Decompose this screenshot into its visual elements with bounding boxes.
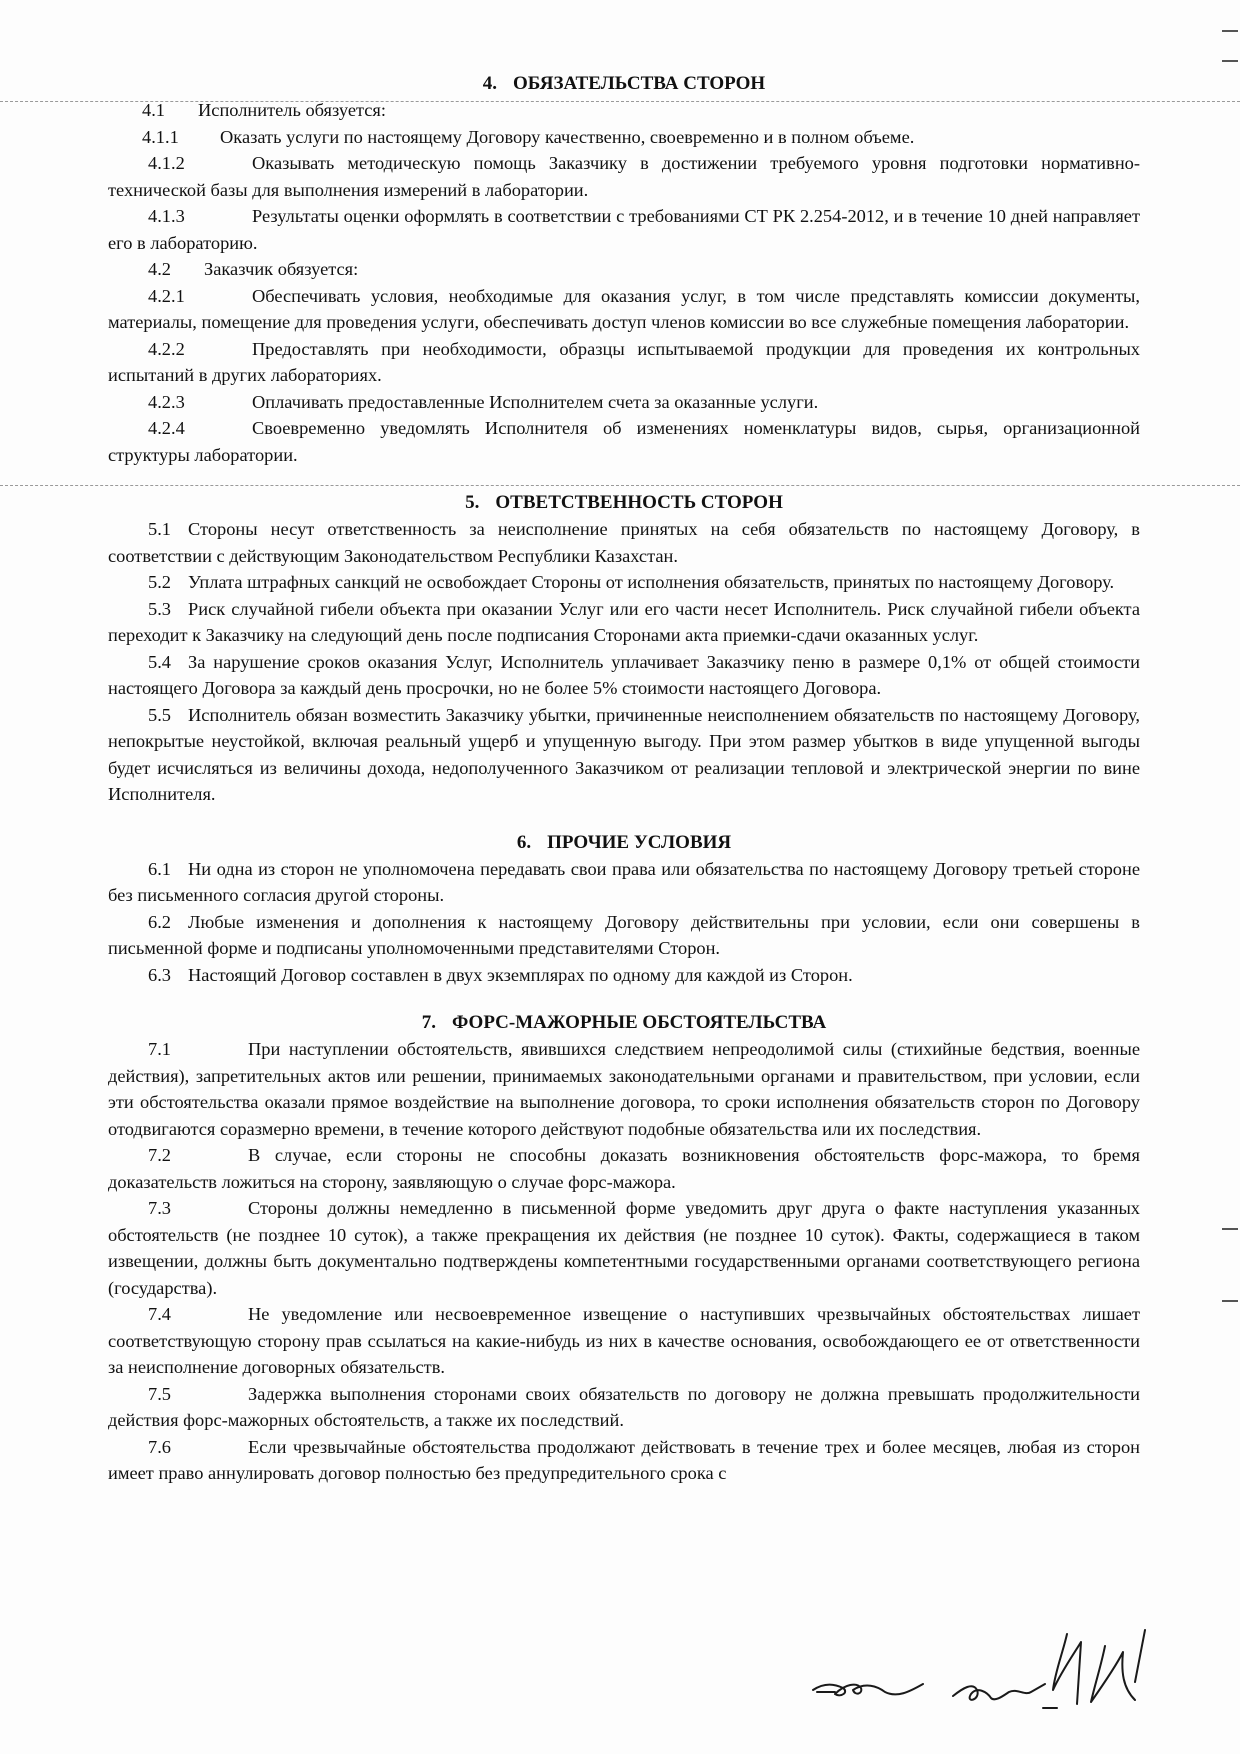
clause-number: 5.1 bbox=[148, 519, 171, 539]
section-number: 7. bbox=[421, 1012, 436, 1033]
section-heading bbox=[108, 1009, 1140, 1036]
clause-text: Обеспечивать условия, необходимые для оказания услуг, в том числе представлять комиссии документы, материалы, помещение для проведения услуги, обеспечивать доступ членов комиссии во все служебные помещения лаборатории. bbox=[108, 285, 1140, 332]
section-title: ФОРС-МАЖОРНЫЕ ОБСТОЯТЕЛЬСТВА bbox=[451, 1012, 827, 1033]
clause-number: 4.2.3 bbox=[148, 391, 185, 412]
clause bbox=[108, 1434, 1140, 1487]
document-body bbox=[108, 70, 1140, 1487]
clause-text: Оплачивать предоставленные Исполнителем счета за оказанные услуги. bbox=[252, 391, 819, 412]
clause-number: 5.4 bbox=[148, 651, 171, 672]
clause bbox=[108, 1301, 1140, 1381]
section-number: 4. bbox=[482, 73, 498, 94]
clause-text: Задержка выполнения сторонами своих обязательств по договору не должна превышать продолжительности действия форс-мажорных обстоятельств, а также их последствий. bbox=[108, 1383, 1140, 1430]
clause bbox=[108, 389, 1140, 416]
clause-text: Ни одна из сторон не уполномочена передавать свои права или обязательства по настоящему Договору третьей стороне без письменного согласия другой стороны. bbox=[108, 858, 1140, 905]
clause bbox=[108, 203, 1140, 256]
clause-text: Риск случайной гибели объекта при оказании Услуг или его части несет Исполнитель. Риск случайной гибели объекта переходит к Заказчику на следующий день после подписания Сторонами акта приемки-сдачи оказанных услуг. bbox=[108, 598, 1140, 645]
clause bbox=[108, 1381, 1140, 1434]
clause-text: При наступлении обстоятельств, явившихся следствием непреодолимой силы (стихийные бедствия, военные действия), запретительных актов или решении, принимаемых законодательными органами и правительством, при условии, если эти обстоятельства оказали прямое воздействие на выполнение договора, то сроки исполнения обязательств сторон по Договору отодвигаются соразмерно времени, в течение которого действуют подобные обязательства или их последствия. bbox=[108, 1039, 1140, 1139]
scan-edge-mark bbox=[1222, 60, 1238, 62]
clause bbox=[108, 256, 1140, 283]
clause-number: 7.5 bbox=[148, 1383, 171, 1404]
clause-text: Результаты оценки оформлять в соответствии с требованиями СТ РК 2.254-2012, и в течение 10 дней направляет его в лабораторию. bbox=[108, 206, 1140, 253]
section-number: 6. bbox=[516, 831, 532, 853]
clause-number: 7.4 bbox=[148, 1304, 171, 1324]
clause-number: 4.2 bbox=[148, 259, 171, 279]
section-heading bbox=[108, 489, 1140, 516]
clause bbox=[108, 150, 1140, 203]
section-heading bbox=[108, 829, 1140, 856]
clause-number: 4.2.2 bbox=[148, 338, 185, 359]
clause-text: Стороны должны немедленно в письменной форме уведомить друг друга о факте наступления указанных обстоятельств (не позднее 10 суток), а также прекращения их действия (не позднее 10 суток). Факты, содержащиеся в таком извещении, должны быть документально подтверждены компетентными государственными органами соответствующего региона (государства). bbox=[108, 1198, 1140, 1298]
clause bbox=[108, 909, 1140, 962]
clause-text: Если чрезвычайные обстоятельства продолжают действовать в течение трех и более месяцев, любая из сторон имеет право аннулировать договор полностью без предупредительного срока с bbox=[108, 1436, 1140, 1483]
clause bbox=[108, 1036, 1140, 1142]
section-heading bbox=[108, 70, 1140, 97]
clause bbox=[108, 962, 1140, 989]
clause-number: 5.5 bbox=[148, 704, 171, 725]
clause-text: Исполнитель обязан возместить Заказчику убытки, причиненные неисполнением обязательств по настоящему Договору, непокрытые неустойкой, включая реальный ущерб и упущенную выгоду. При этом размер убытков в виде упущенной выгоды будет исчисляться из величины дохода, недополученного Заказчиком от реализации тепловой и электрической энергии по вине Исполнителя. bbox=[108, 704, 1140, 804]
clause bbox=[108, 569, 1140, 596]
clause bbox=[108, 856, 1140, 909]
clause bbox=[108, 283, 1140, 336]
clause-text: Не уведомление или несвоевременное извещение о наступивших чрезвычайных обстоятельствах лишает соответствующую сторону прав ссылаться на какие-нибудь из них в качестве основания, освобождающего ее от ответственности за неисполнение договорных обязательств. bbox=[108, 1304, 1140, 1377]
clause bbox=[108, 1195, 1140, 1301]
clause-text: Исполнитель обязуется: bbox=[198, 100, 387, 120]
clause-text: За нарушение сроков оказания Услуг, Исполнитель уплачивает Заказчику пеню в размере 0,1% от общей стоимости настоящего Договора за каждый день просрочки, но не более 5% стоимости настоящего Договора. bbox=[108, 651, 1140, 698]
clause-number: 7.6 bbox=[148, 1436, 171, 1457]
clause bbox=[108, 415, 1140, 468]
clause bbox=[108, 516, 1140, 569]
clause-text: Заказчик обязуется: bbox=[204, 259, 359, 279]
clause bbox=[108, 649, 1140, 702]
clause-text: Предоставлять при необходимости, образцы испытываемой продукции для проведения их контрольных испытаний в других лабораториях. bbox=[108, 338, 1140, 385]
clause bbox=[108, 1142, 1140, 1195]
clause-number: 6.3 bbox=[148, 964, 171, 985]
clause-number: 4.2.4 bbox=[148, 418, 185, 438]
clause-number: 5.2 bbox=[148, 572, 171, 592]
clause bbox=[108, 124, 1140, 151]
clause-number: 4.1 bbox=[142, 100, 165, 120]
clause-number: 4.1.3 bbox=[148, 206, 185, 226]
clause-number: 6.1 bbox=[148, 858, 171, 879]
clause-text: Уплата штрафных санкций не освобождает Стороны от исполнения обязательств, принятых по настоящему Договору. bbox=[188, 572, 1115, 592]
clause-number: 6.2 bbox=[148, 911, 171, 932]
clause-text: В случае, если стороны не способны доказать возникновения обстоятельств форс-мажора, то бремя доказательств ложиться на сторону, заявляющую о случае форс-мажора. bbox=[108, 1145, 1140, 1192]
scan-edge-mark bbox=[1222, 1228, 1238, 1230]
scan-edge-mark bbox=[1222, 1300, 1238, 1302]
clause-number: 7.3 bbox=[148, 1198, 171, 1218]
section-title: ПРОЧИЕ УСЛОВИЯ bbox=[547, 831, 732, 853]
clause bbox=[108, 336, 1140, 389]
section-number: 5. bbox=[465, 492, 480, 513]
clause-text: Оказывать методическую помощь Заказчику в достижении требуемого уровня подготовки нормативно-технической базы для выполнения измерений в лаборатории. bbox=[108, 153, 1140, 200]
clause-number: 4.2.1 bbox=[148, 285, 185, 306]
clause-text: Любые изменения и дополнения к настоящему Договору действительны при условии, если они совершены в письменной форме и подписаны уполномоченными представителями Сторон. bbox=[108, 911, 1140, 958]
clause-number: 7.2 bbox=[148, 1145, 171, 1165]
handwritten-signatures bbox=[805, 1612, 1185, 1727]
clause-text: Настоящий Договор составлен в двух экземплярах по одному для каждой из Сторон. bbox=[188, 964, 853, 985]
section-title: ОБЯЗАТЕЛЬСТВА СТОРОН bbox=[513, 73, 766, 94]
clause-text: Стороны несут ответственность за неисполнение принятых на себя обязательств по настоящему Договору, в соответствии с действующим Законодательством Республики Казахстан. bbox=[108, 519, 1140, 566]
clause bbox=[108, 702, 1140, 808]
clause-number: 5.3 bbox=[148, 598, 171, 619]
clause-number: 7.1 bbox=[148, 1039, 171, 1059]
clause bbox=[108, 97, 1140, 124]
section-title: ОТВЕТСТВЕННОСТЬ СТОРОН bbox=[495, 492, 783, 513]
scan-edge-mark bbox=[1222, 30, 1238, 32]
clause-text: Своевременно уведомлять Исполнителя об изменениях номенклатуры видов, сырья, организационной структуры лаборатории. bbox=[108, 418, 1140, 465]
clause-number: 4.1.2 bbox=[148, 153, 185, 173]
clause-number: 4.1.1 bbox=[142, 126, 179, 147]
clause-text: Оказать услуги по настоящему Договору качественно, своевременно и в полном объеме. bbox=[220, 126, 915, 147]
clause bbox=[108, 596, 1140, 649]
